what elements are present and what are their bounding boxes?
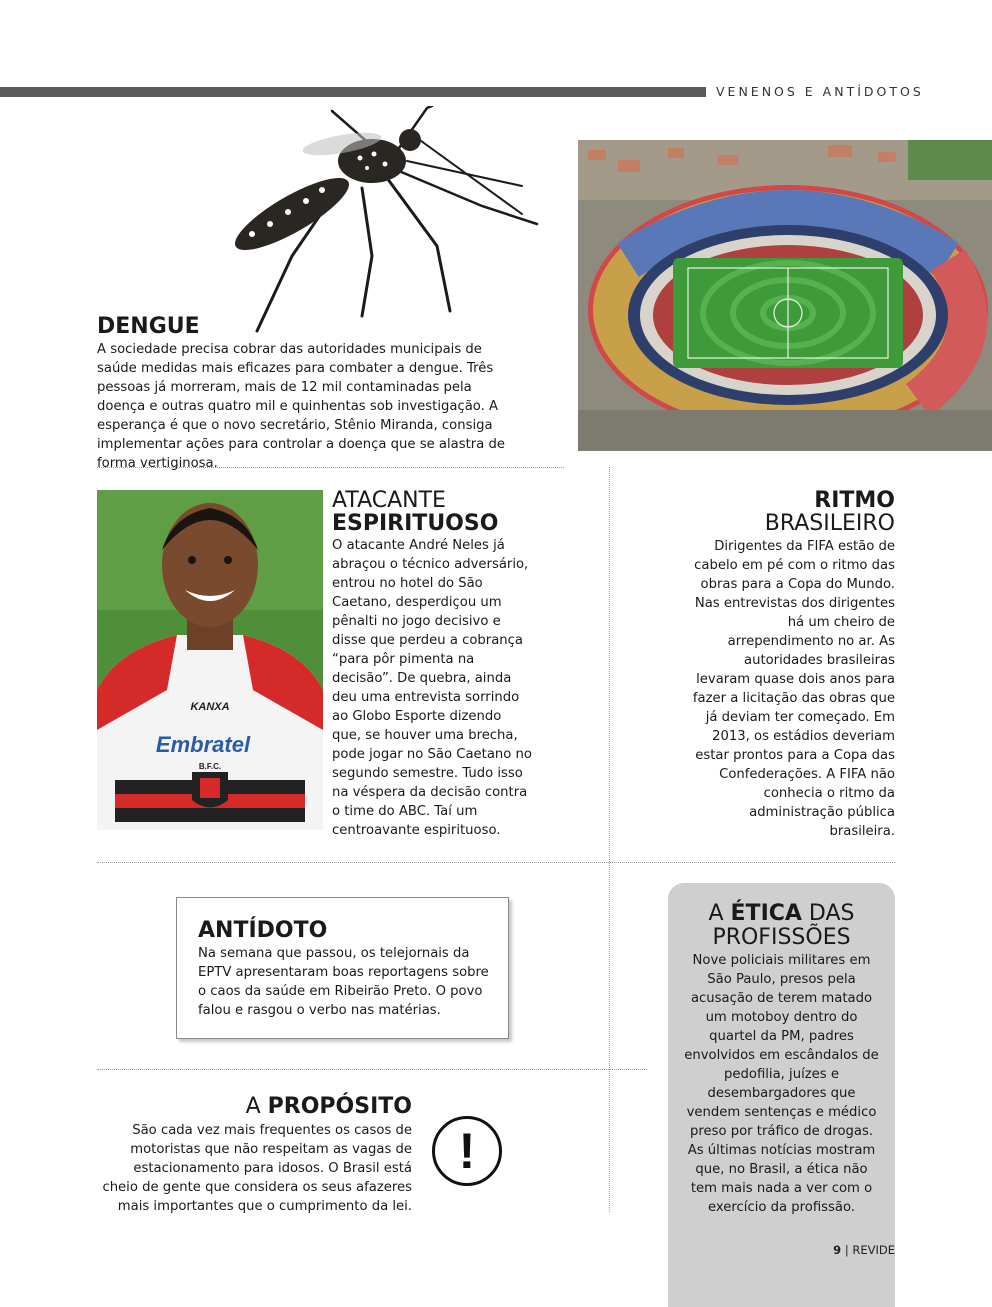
page-number: 9 [833,1243,842,1257]
etica-title-bold: ÉTICA [730,901,802,926]
proposito-title [100,1094,412,1120]
dengue-title: DENGUE [97,314,200,339]
dengue-body: A sociedade precisa cobrar das autoridades municipais de saúde medidas mais eficazes para combater a dengue. Três pessoas já morreram, mais de 12 mil contaminadas pela doença e outras quatro mil e quinhentas sob investigação. A esperança é que o novo secretário, Stênio Miranda, consiga implementar ações para controlar a doença que se alastra de forma vertiginosa. [97,342,505,471]
proposito-title-bold: PROPÓSITO [267,1094,412,1119]
atacante-title-line2: ESPIRITUOSO [332,511,499,536]
ritmo-title-line2: BRASILEIRO [764,511,895,536]
ritmo-title-line1: RITMO [814,488,895,513]
section-bar [0,87,706,97]
page-footer [780,1243,895,1257]
player-photo [97,490,323,830]
divider-middle [97,862,895,863]
etica-title-a: A [708,901,731,926]
magazine-name: REVIDE [852,1243,895,1257]
stadium-photo [578,140,992,451]
exclamation-icon: ! [432,1116,502,1186]
divider-lower [97,1069,647,1070]
jersey-crest-text: B.F.C. [198,762,222,771]
proposito-title-light: A [245,1094,268,1119]
jersey-brand-text: Embratel [155,732,251,757]
divider-dengue [97,467,564,468]
atacante-body: O atacante André Neles já abraçou o técnico adversário, entrou no hotel do São Caetano, desperdiçou um pênalti no jogo decisivo e disse que perdeu a cobrança “para pôr pimenta na decisão”. De quebra, ainda deu uma entrevista sorrindo ao Globo Esporte dizendo que, se houver uma brecha, pode jogar no São Caetano no segundo semestre. Tudo isso na véspera da decisão contra o time do ABC. Taí um centroavante espirituoso. [332,538,532,838]
section-label: VENENOS E ANTÍDOTOS [716,84,924,99]
etica-title-line1 [668,902,895,926]
etica-body: Nove policiais militares em São Paulo, presos pela acusação de terem matado um motoboy dentro do quartel da PM, padres envolvidos em escândalos de pedofilia, juízes e desembargadores que vendem sentenças e médico preso por tráfico de drogas. As últimas notícias mostram que, no Brasil, a ética não tem mais nada a ver com o exercício da profissão. [684,953,879,1215]
etica-title-das: DAS [801,901,855,926]
proposito-body: São cada vez mais frequentes os casos de motoristas que não respeitam as vagas de estacionamento para idosos. O Brasil está cheio de gente que considera os seus afazeres mais importantes que o cumprimento da lei. [102,1123,412,1214]
ritmo-body: Dirigentes da FIFA estão de cabelo em pé com o ritmo das obras para a Copa do Mundo. Nas entrevistas dos dirigentes há um cheiro de arrependimento no ar. As autoridades brasileiras levaram quase dois anos para fazer a licitação das obras que já deviam ter começado. Em 2013, os estádios deveriam estar prontos para a Copa das Confederações. A FIFA não conhecia o ritmo da administração pública brasileira. [692,539,895,839]
footer-separator: | [844,1243,849,1257]
atacante-title-line1: ATACANTE [332,488,446,513]
antidoto-body: Na semana que passou, os telejornais da EPTV apresentaram boas reportagens sobre o caos da saúde em Ribeirão Preto. O povo falou e rasgou o verbo nas matérias. [198,946,489,1018]
mosquito-image [222,106,542,336]
jersey-maker-text: KANXA [190,701,230,713]
antidoto-title: ANTÍDOTO [198,918,328,943]
etica-title-line2: PROFISSÕES [712,925,851,950]
column-divider [609,467,610,1212]
